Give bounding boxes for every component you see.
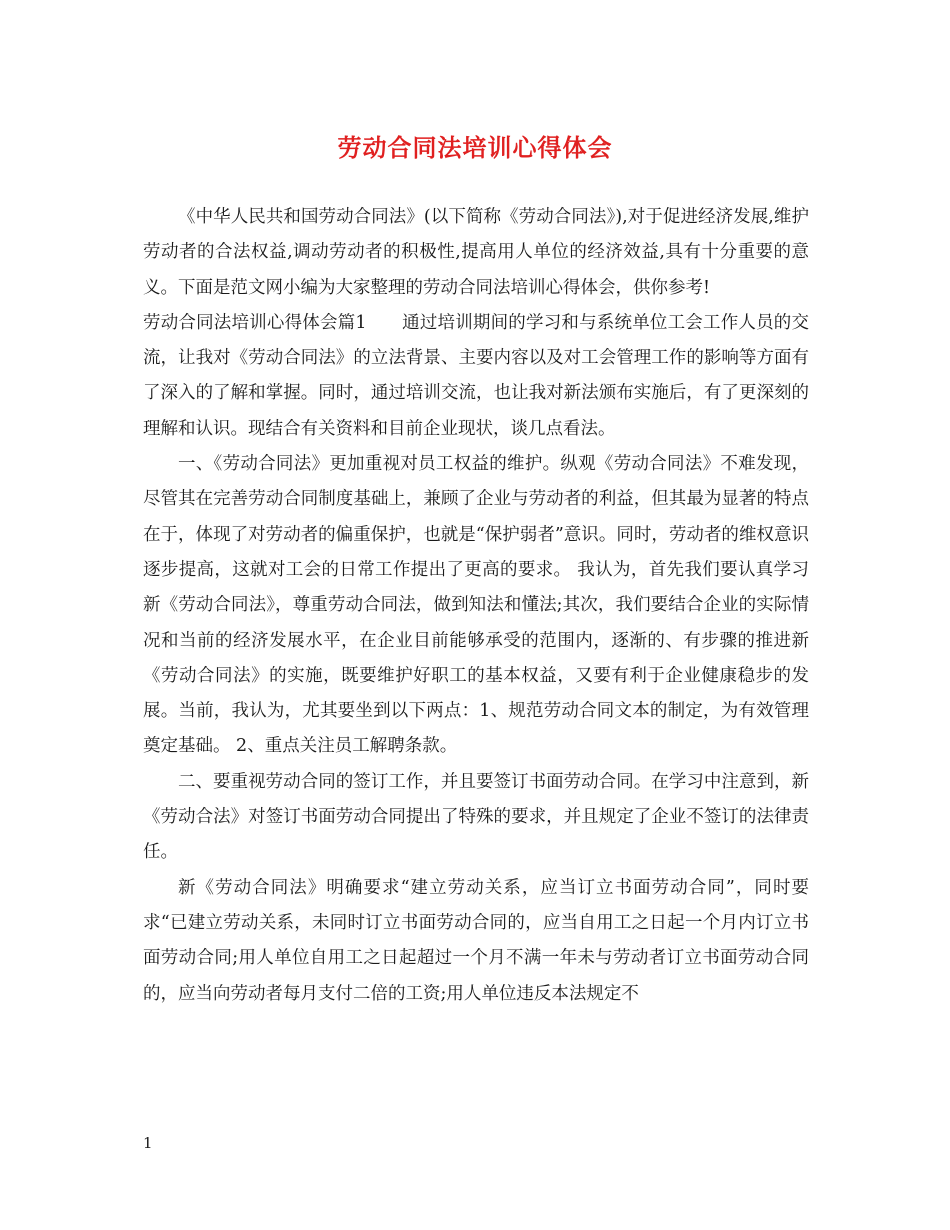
paragraph-intro: 《中华人民共和国劳动合同法》(以下简称《劳动合同法》),对于促进经济发展,维护劳动者的合法权益,调动劳动者的积极性,提高用人单位的经济效益,具有十分重要的意义。下面是范文网小编为大家整理的劳动合同法培训心得体会，供你参考! [143, 207, 809, 298]
document-body [143, 200, 809, 1012]
paragraph-section-1: 劳动合同法培训心得体会篇1 通过培训期间的学习和与系统单位工会工作人员的交流，让我对《劳动合同法》的立法背景、主要内容以及对工会管理工作的影响等方面有了深入的了解和掌握。同时，通过培训交流，也让我对新法颁布实施后，有了更深刻的理解和认识。现结合有关资料和目前企业现状，谈几点看法。 [143, 312, 809, 439]
paragraph-point-2: 二、要重视劳动合同的签订工作，并且要签订书面劳动合同。在学习中注意到，新《劳动合法》对签订书面劳动合同提出了特殊的要求，并且规定了企业不签订的法律责任。 [143, 771, 809, 863]
document-title: 劳动合同法培训心得体会 [337, 134, 613, 162]
paragraph-contract-requirement: 新《劳动合同法》明确要求“建立劳动关系，应当订立书面劳动合同”，同时要求“已建立劳动关系，未同时订立书面劳动合同的，应当自用工之日起一个月内订立书面劳动合同;用人单位自用工之日起超过一个月不满一年未与劳动者订立书面劳动合同的，应当向劳动者每月支付二倍的工资;用人单位违反本法规定不 [143, 877, 809, 1004]
paragraph-point-1: 一、《劳动合同法》更加重视对员工权益的维护。纵观《劳动合同法》不难发现，尽管其在完善劳动合同制度基础上，兼顾了企业与劳动者的利益，但其最为显著的特点在于，体现了对劳动者的偏重保护，也就是“保护弱者”意识。同时，劳动者的维权意识逐步提高，这就对工会的日常工作提出了更高的要求。 我认为，首先我们要认真学习新《劳动合同法》，尊重劳动合同法，做到知法和懂法;其次，我们要结合企业的实际情况和当前的经济发展水平，在企业目前能够承受的范围内，逐渐的、有步骤的推进新《劳动合同法》的实施，既要维护好职工的基本权益，又要有利于企业健康稳步的发展。当前，我认为，尤其要坐到以下两点：1、规范劳动合同文本的制定，为有效管理奠定基础。 2、重点关注员工解聘条款。 [143, 454, 809, 757]
page-number: 1 [143, 1134, 153, 1152]
